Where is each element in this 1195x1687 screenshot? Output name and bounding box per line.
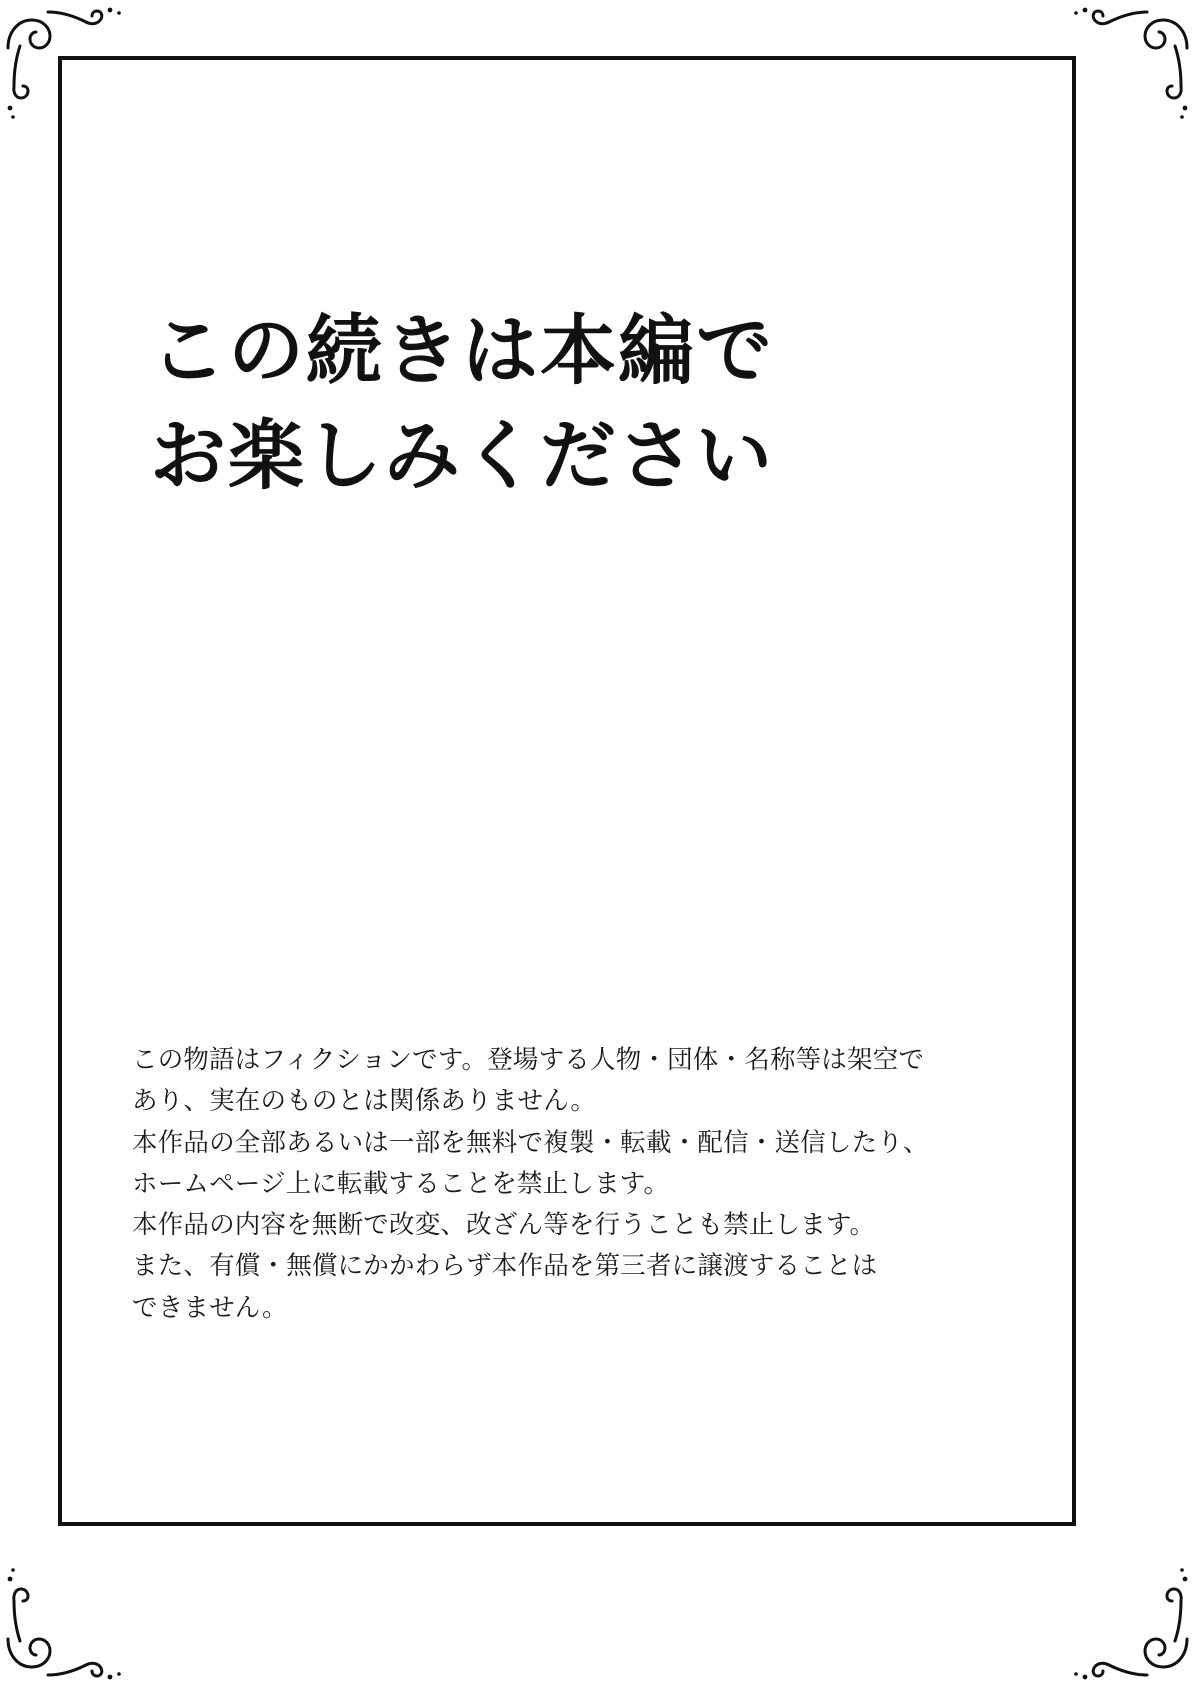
corner-flourish-bottom-right-icon [1063, 1555, 1193, 1685]
headline-line-2: お楽しみください [150, 413, 774, 499]
disclaimer-line: また、有償・無償にかかわらず本作品を第三者に譲渡することは [132, 1252, 878, 1281]
disclaimer-block [132, 1040, 972, 1329]
corner-flourish-top-right-icon [1063, 2, 1193, 132]
headline-block [150, 300, 890, 510]
headline-line-1: この続きは本編で [150, 309, 774, 394]
disclaimer-line: 本作品の全部あるいは一部を無料で複製・転載・配信・送信したり、 [132, 1128, 929, 1157]
disclaimer-line: ホームページ上に転載することを禁止します。 [132, 1169, 670, 1198]
disclaimer-line: あり、実在のものとは関係ありません。 [132, 1087, 597, 1116]
corner-flourish-bottom-left-icon [2, 1555, 132, 1685]
disclaimer-line: できません。 [132, 1293, 288, 1322]
disclaimer-line: 本作品の内容を無断で改変、改ざん等を行うことも禁止します。 [132, 1211, 876, 1240]
disclaimer-line: この物語はフィクションです。登場する人物・団体・名称等は架空で [132, 1046, 925, 1074]
